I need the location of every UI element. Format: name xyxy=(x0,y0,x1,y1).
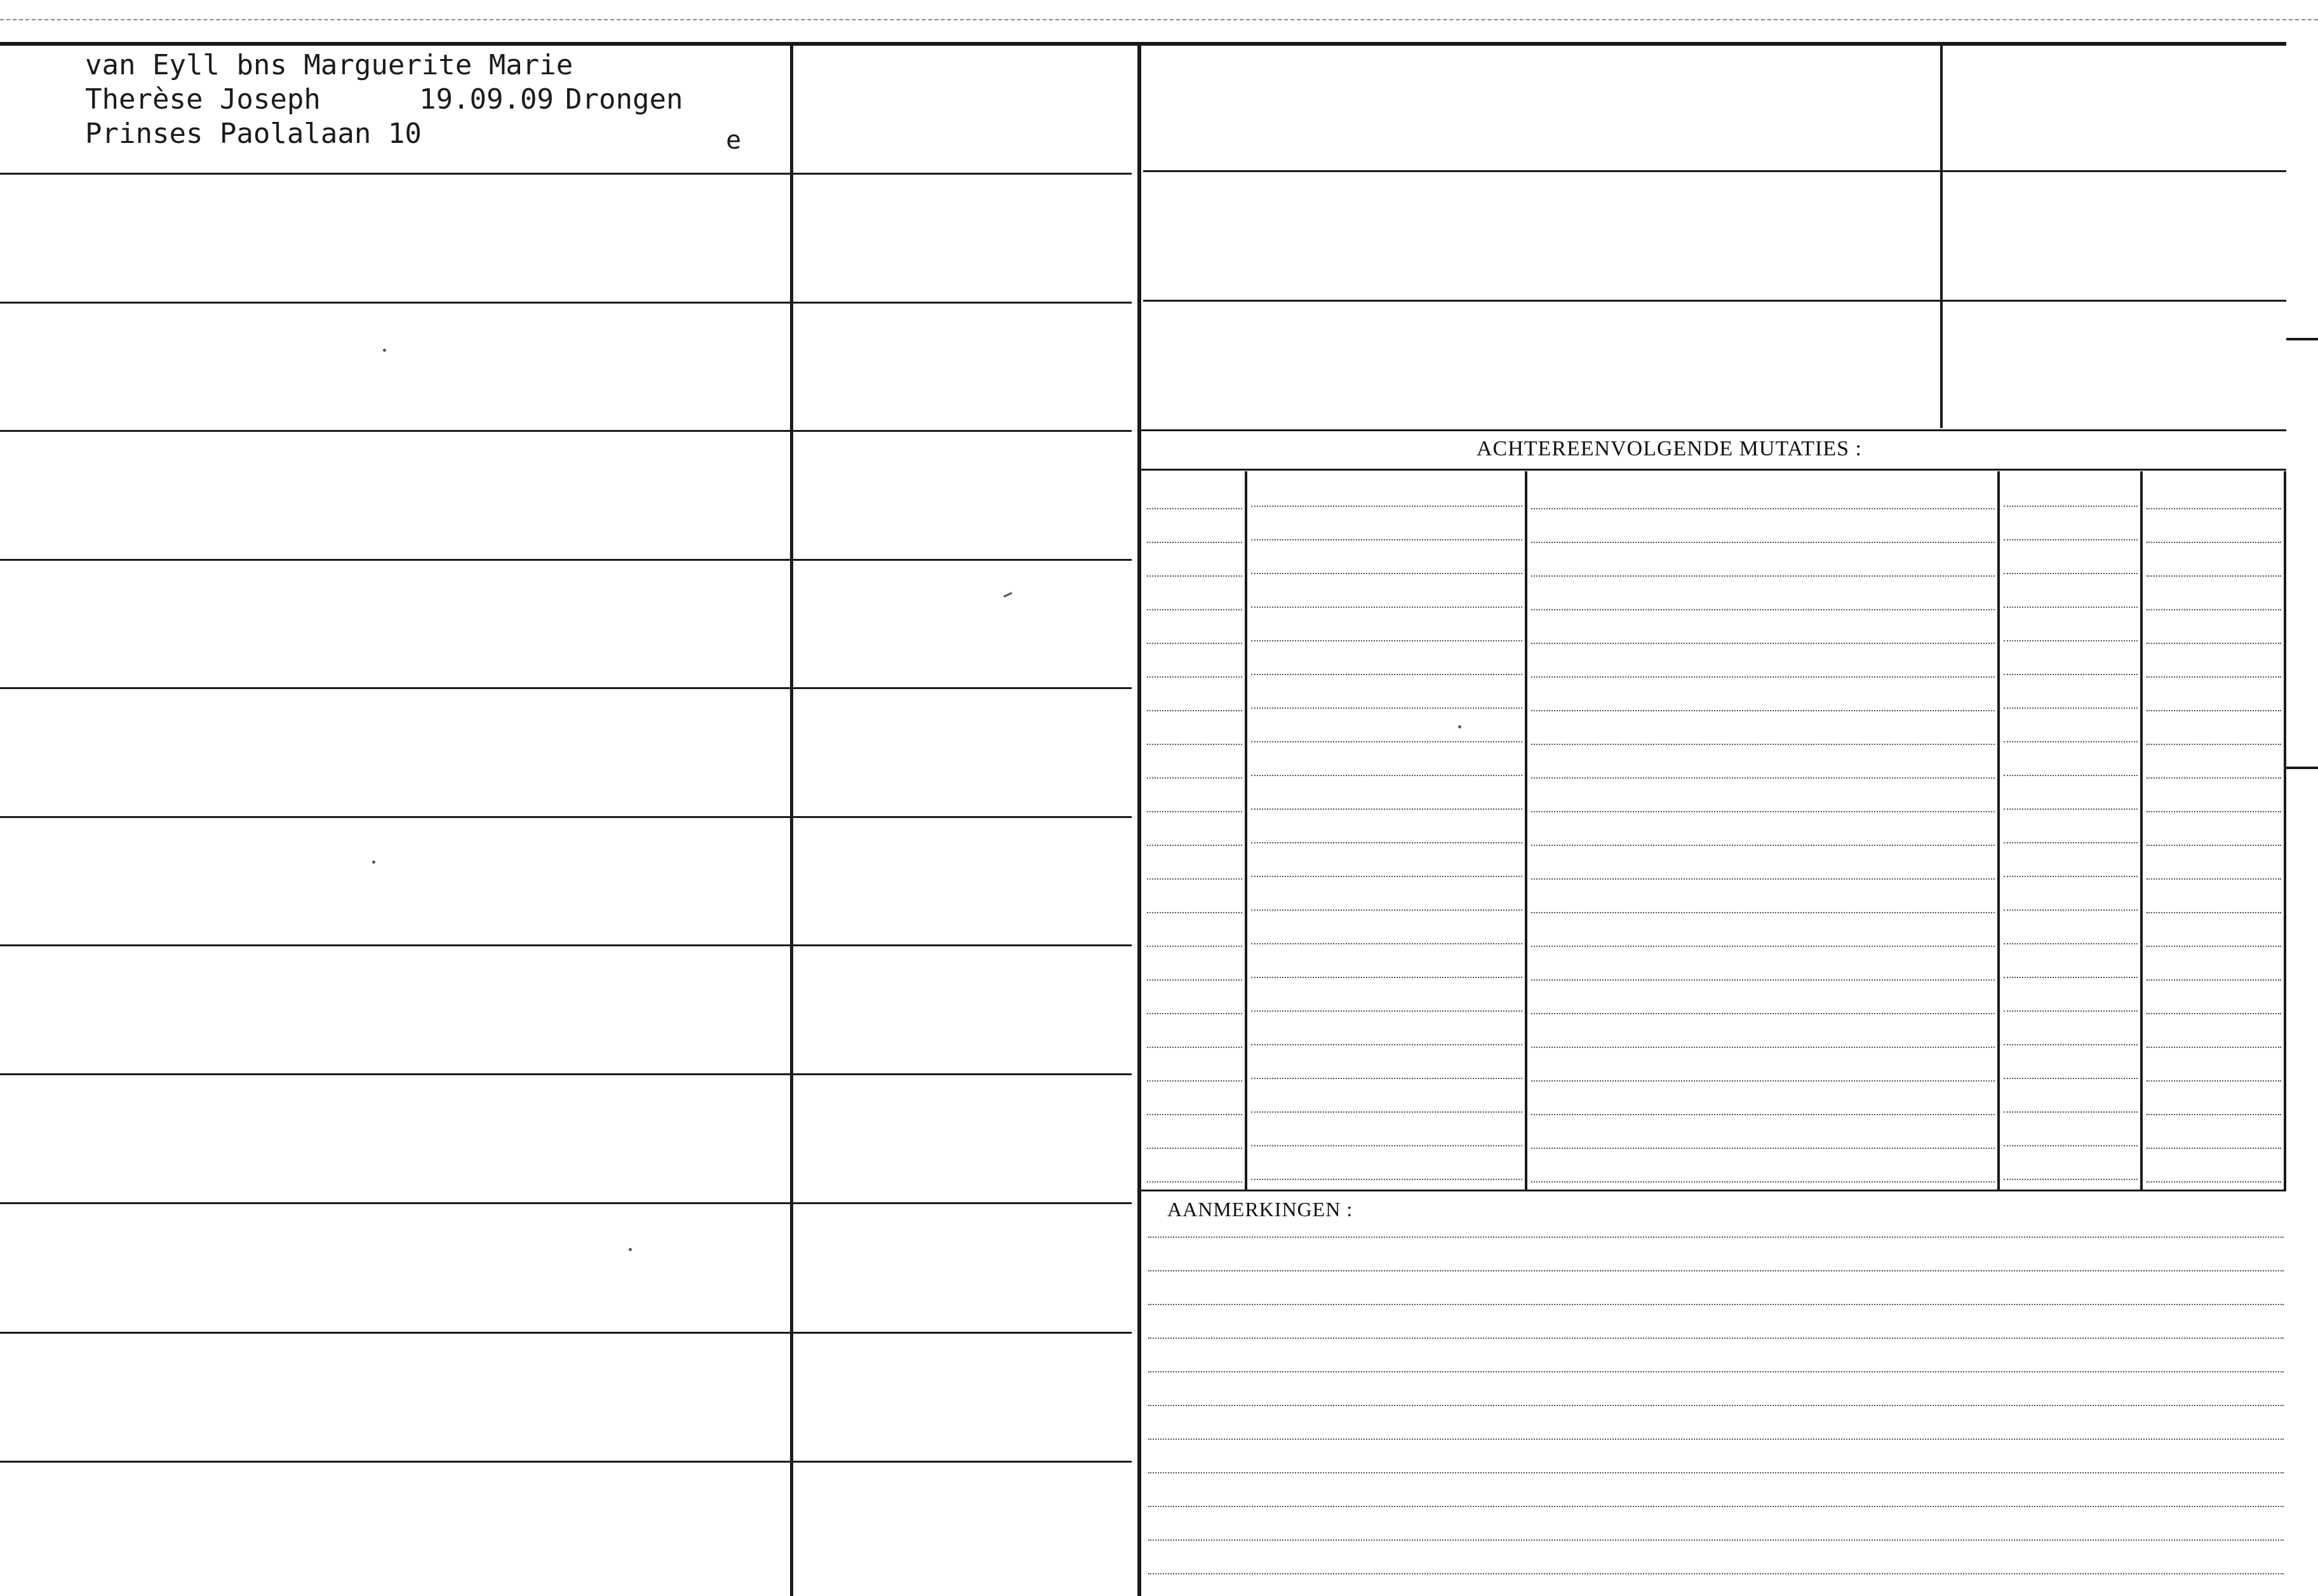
mutations-row-line xyxy=(1531,777,1995,779)
mutations-row-line xyxy=(1147,643,1242,644)
remarks-row-line xyxy=(1148,1371,2284,1372)
mutations-row-line xyxy=(1251,1145,1522,1146)
mutations-col-2-divider xyxy=(1525,471,1527,1191)
mutations-row-line xyxy=(1147,912,1242,913)
scan-speck xyxy=(1003,592,1012,598)
mutations-table-bottom xyxy=(1141,1190,2286,1191)
mutations-row-line xyxy=(1531,1181,1995,1183)
left-rule-4 xyxy=(0,559,1132,561)
mutations-row-line xyxy=(1251,506,1522,507)
left-rule-5 xyxy=(0,687,1132,689)
mutations-row-line xyxy=(1531,744,1995,745)
mutations-col-4-divider xyxy=(2140,471,2143,1191)
mutations-row-line xyxy=(1147,878,1242,880)
mutations-table-top xyxy=(1141,469,2286,471)
scan-speck xyxy=(629,1248,632,1251)
center-column-divider xyxy=(1137,46,1141,1596)
mutations-row-line xyxy=(1147,609,1242,610)
mutations-row-line xyxy=(1147,1080,1242,1082)
left-rule-6 xyxy=(0,816,1132,818)
mutations-col-3-divider xyxy=(1997,471,2000,1191)
mutations-row-line xyxy=(1147,1013,1242,1014)
mutations-row-line xyxy=(2004,1111,2138,1113)
right-upper-rule-1 xyxy=(1143,170,2286,172)
left-rule-10 xyxy=(0,1332,1132,1334)
mutations-row-line xyxy=(2004,707,2138,709)
mutations-row-line xyxy=(1251,1078,1522,1079)
mutations-row-line xyxy=(1251,1179,1522,1180)
mutations-row-line xyxy=(2147,676,2281,678)
mutations-row-line xyxy=(2147,1114,2281,1115)
mutations-row-line xyxy=(2147,1181,2281,1183)
right-upper-rule-2 xyxy=(1143,300,2286,302)
mutations-row-line xyxy=(1531,1080,1995,1082)
mutations-row-line xyxy=(1251,707,1522,709)
mutations-table-right xyxy=(2284,471,2286,1191)
mutations-row-line xyxy=(1251,775,1522,776)
mutations-row-line xyxy=(2004,1145,2138,1146)
entry-name-continued: Therèse Joseph xyxy=(85,83,321,116)
margin-tick-2 xyxy=(2286,767,2318,769)
mutations-row-line xyxy=(1147,744,1242,745)
mutations-row-line xyxy=(2004,943,2138,944)
mutations-row-line xyxy=(2147,912,2281,913)
remarks-row-line xyxy=(1148,1506,2284,1507)
mutations-row-line xyxy=(2004,506,2138,507)
mutations-row-line xyxy=(1147,542,1242,543)
mutations-row-line xyxy=(1147,575,1242,577)
remarks-row-line xyxy=(1148,1539,2284,1541)
scan-speck xyxy=(1458,725,1461,728)
remarks-row-line xyxy=(1148,1237,2284,1238)
mutations-row-line xyxy=(2004,1010,2138,1012)
mutations-row-line xyxy=(2004,741,2138,742)
margin-tick-1 xyxy=(2286,338,2318,340)
mutations-row-line xyxy=(2004,1078,2138,1079)
mutations-row-line xyxy=(1147,845,1242,846)
mutations-row-line xyxy=(2004,539,2138,540)
mutations-row-line xyxy=(1531,946,1995,947)
entry-address: Prinses Paolalaan 10 xyxy=(85,117,422,150)
mutations-row-line xyxy=(1531,710,1995,711)
mutations-row-line xyxy=(1531,878,1995,880)
remarks-row-line xyxy=(1148,1338,2284,1339)
mutations-row-line xyxy=(1531,676,1995,678)
mutations-row-line xyxy=(1251,1111,1522,1113)
mutations-row-line xyxy=(1251,1010,1522,1012)
mutations-row-line xyxy=(2147,946,2281,947)
mutations-row-line xyxy=(2004,977,2138,978)
mutations-row-line xyxy=(2004,1044,2138,1045)
mutations-row-line xyxy=(1531,542,1995,543)
mutations-row-line xyxy=(1251,573,1522,574)
mutations-row-line xyxy=(1531,979,1995,981)
scan-speck xyxy=(383,349,386,352)
mutations-row-line xyxy=(2147,979,2281,981)
mutations-row-line xyxy=(1147,979,1242,981)
mutations-row-line xyxy=(1251,674,1522,675)
mutations-row-line xyxy=(2004,1179,2138,1180)
mutations-row-line xyxy=(2147,542,2281,543)
remarks-row-line xyxy=(1148,1405,2284,1406)
mutations-row-line xyxy=(2147,609,2281,610)
mutations-heading: ACHTEREENVOLGENDE MUTATIES : xyxy=(1477,437,1862,460)
mutations-row-line xyxy=(1531,1148,1995,1149)
mutations-row-line xyxy=(2147,643,2281,644)
mutations-row-line xyxy=(1251,977,1522,978)
remarks-row-line xyxy=(1148,1438,2284,1440)
mutations-row-line xyxy=(1251,943,1522,944)
scan-speck xyxy=(372,861,375,864)
mutations-row-line xyxy=(1531,912,1995,913)
mutations-row-line xyxy=(1147,1114,1242,1115)
mutations-row-line xyxy=(1147,777,1242,779)
mutations-row-line xyxy=(2147,1080,2281,1082)
remarks-row-line xyxy=(1148,1573,2284,1574)
mutations-row-line xyxy=(1531,1047,1995,1048)
mutations-row-line xyxy=(1251,842,1522,843)
remarks-row-line xyxy=(1148,1270,2284,1271)
left-rule-9 xyxy=(0,1202,1132,1204)
entry-birth-place: Drongen xyxy=(565,83,683,116)
mutations-row-line xyxy=(1251,1044,1522,1045)
left-rule-2 xyxy=(0,302,1132,304)
mutations-row-line xyxy=(2147,1148,2281,1149)
remarks-heading: AANMERKINGEN : xyxy=(1167,1198,1353,1221)
mutations-row-line xyxy=(1147,1148,1242,1149)
right-upper-divider xyxy=(1940,46,1943,428)
mutations-row-line xyxy=(2147,1013,2281,1014)
mutations-row-line xyxy=(1147,1181,1242,1183)
mutations-row-line xyxy=(2147,1047,2281,1048)
entry-name-line: van Eyll bns Marguerite Marie xyxy=(85,49,573,81)
mutations-row-line xyxy=(2147,575,2281,577)
mutations-row-line xyxy=(2004,573,2138,574)
mutations-row-line xyxy=(1147,676,1242,678)
left-rule-8 xyxy=(0,1073,1132,1075)
mutations-row-line xyxy=(2147,710,2281,711)
left-column-divider xyxy=(790,46,793,1596)
left-rule-1 xyxy=(0,173,1132,175)
mutations-row-line xyxy=(1147,508,1242,509)
top-border xyxy=(0,42,2286,46)
mutations-row-line xyxy=(1531,1013,1995,1014)
remarks-row-line xyxy=(1148,1472,2284,1473)
mutations-row-line xyxy=(1531,845,1995,846)
mutations-row-line xyxy=(1251,640,1522,641)
mutations-row-line xyxy=(1251,607,1522,608)
mutations-col-1-divider xyxy=(1245,471,1247,1191)
mutations-row-line xyxy=(1251,539,1522,540)
mutations-row-line xyxy=(1147,1047,1242,1048)
mutations-row-line xyxy=(1251,741,1522,742)
mutations-row-line xyxy=(2004,674,2138,675)
mutations-row-line xyxy=(2004,640,2138,641)
mutations-row-line xyxy=(1147,811,1242,812)
mutations-row-line xyxy=(2004,909,2138,911)
top-scan-edge xyxy=(0,19,2318,20)
mutations-row-line xyxy=(2004,876,2138,877)
mutations-row-line xyxy=(1147,946,1242,947)
mutations-row-line xyxy=(1531,609,1995,610)
mutations-row-line xyxy=(2004,842,2138,843)
left-rule-7 xyxy=(0,944,1132,946)
mutations-row-line xyxy=(1531,811,1995,812)
right-upper-rule-3 xyxy=(1141,429,2286,431)
entry-birth-date: 19.09.09 xyxy=(419,83,554,116)
mutations-row-line xyxy=(2147,744,2281,745)
left-rule-3 xyxy=(0,430,1132,432)
mutations-row-line xyxy=(2147,878,2281,880)
left-rule-11 xyxy=(0,1461,1132,1463)
mutations-row-line xyxy=(1251,909,1522,911)
entry-mark: e xyxy=(726,126,742,155)
mutations-row-line xyxy=(1531,575,1995,577)
mutations-row-line xyxy=(2147,508,2281,509)
mutations-row-line xyxy=(2004,607,2138,608)
mutations-row-line xyxy=(2004,775,2138,776)
mutations-row-line xyxy=(1531,643,1995,644)
remarks-row-line xyxy=(1148,1304,2284,1305)
mutations-row-line xyxy=(1531,1114,1995,1115)
mutations-row-line xyxy=(2004,808,2138,810)
mutations-row-line xyxy=(2147,845,2281,846)
mutations-row-line xyxy=(1531,508,1995,509)
mutations-row-line xyxy=(1251,876,1522,877)
mutations-row-line xyxy=(1147,710,1242,711)
mutations-row-line xyxy=(2147,811,2281,812)
mutations-row-line xyxy=(1251,808,1522,810)
mutations-row-line xyxy=(2147,777,2281,779)
